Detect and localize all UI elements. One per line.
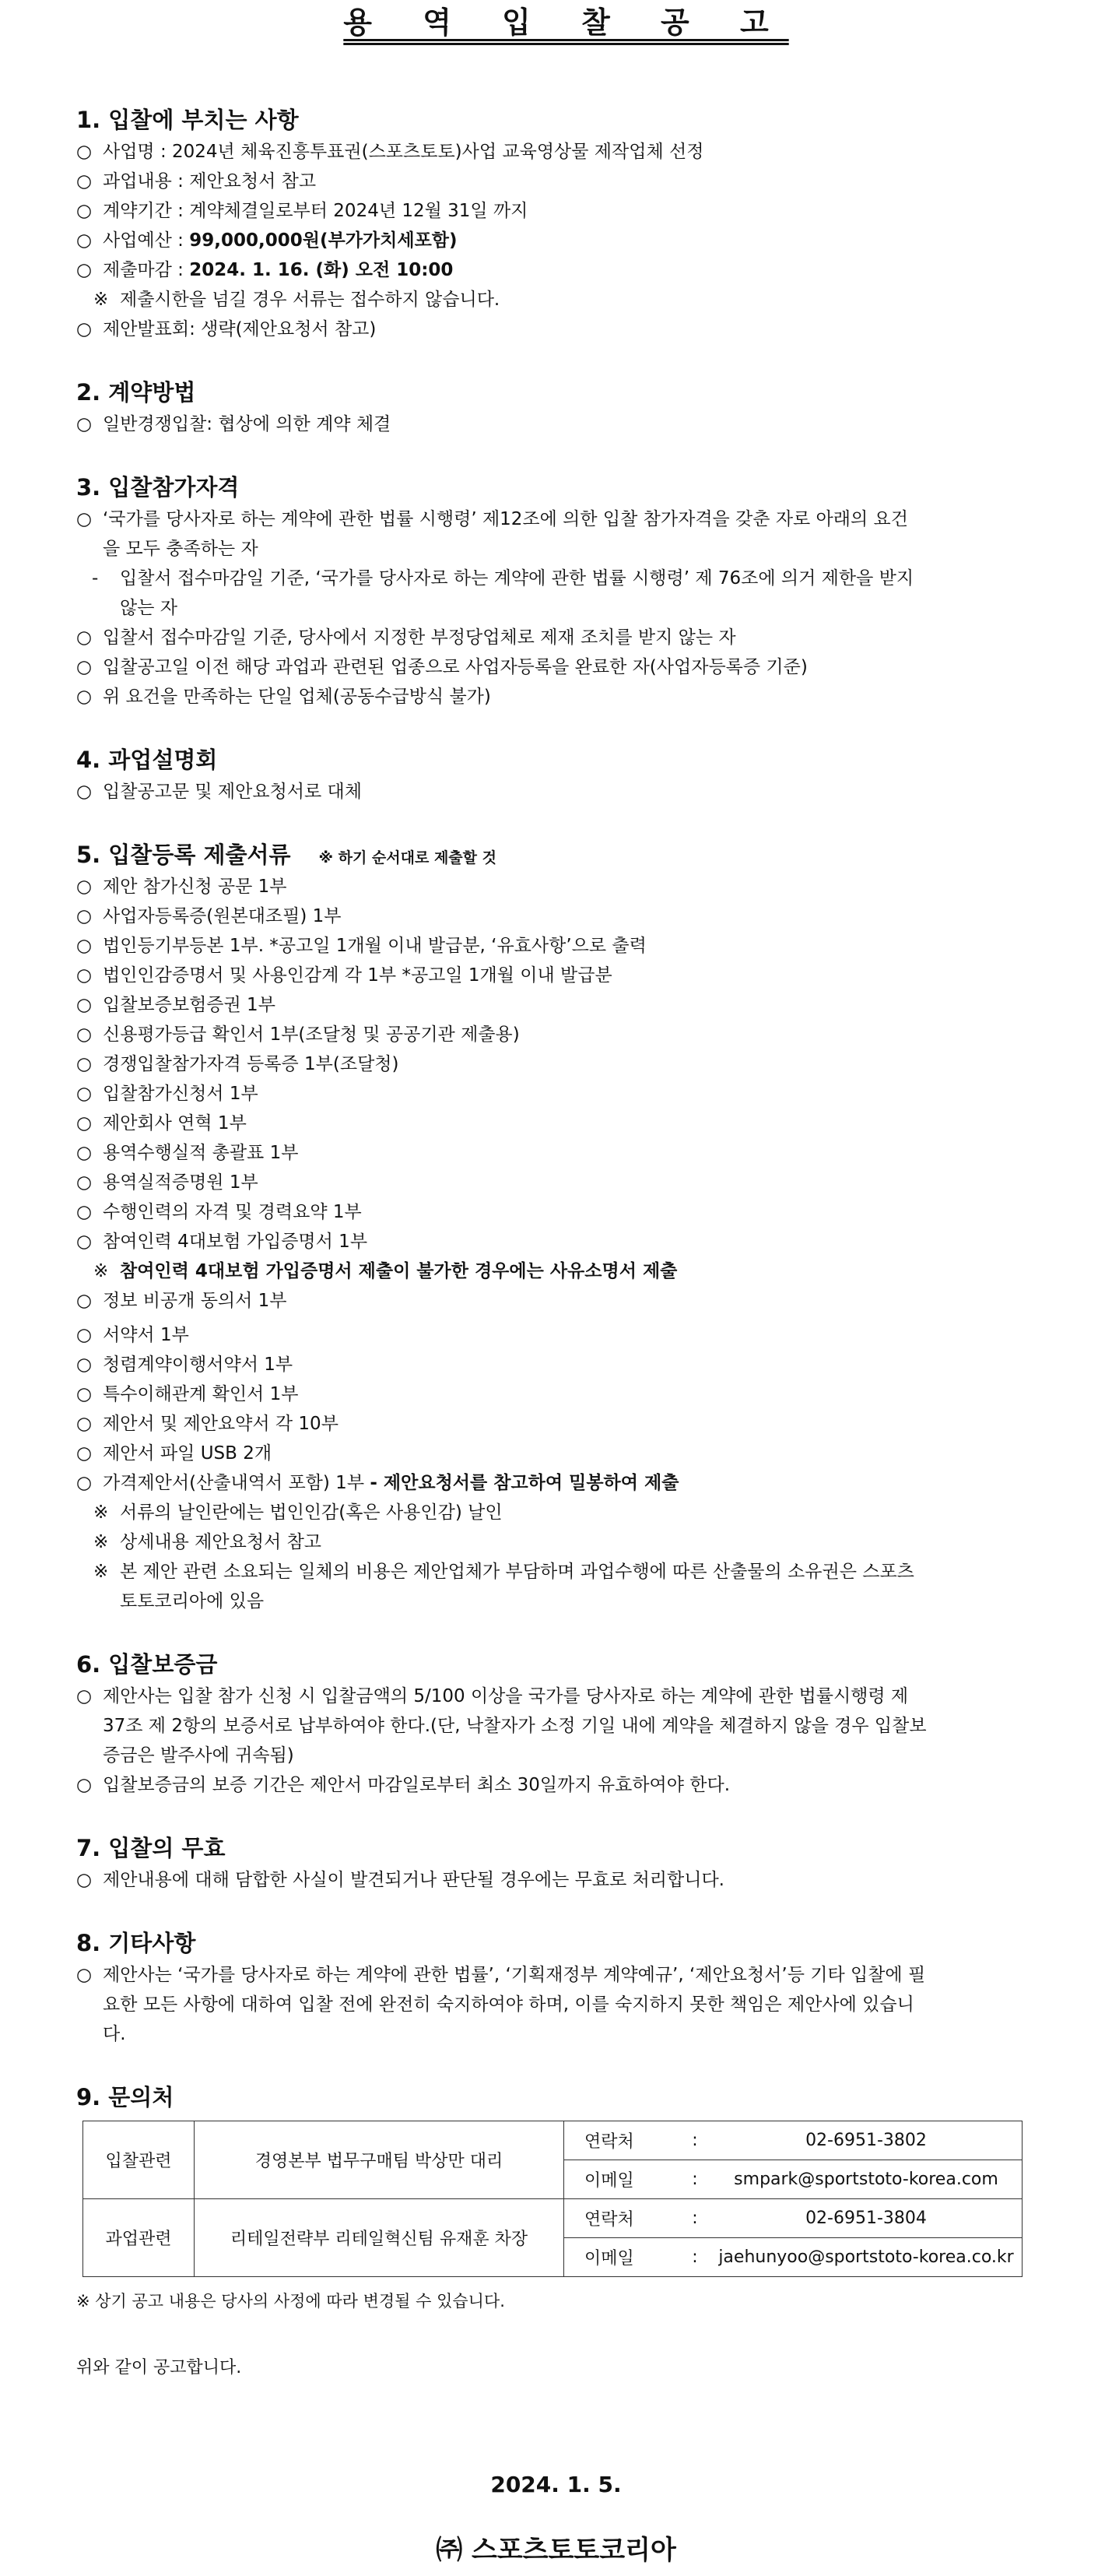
organization-name: ㈜ 스포츠토토코리아 <box>436 2535 676 2566</box>
separator: : <box>679 2160 710 2199</box>
list-item: ○ 입찰보증금의 보증 기간은 제안서 마감일로부터 최소 30일까지 유효하여야 한다. <box>76 1775 731 1795</box>
section-title: 6. 입찰보증금 <box>76 1651 218 1678</box>
document-list-item: ○ 신용평가등급 확인서 1부(조달청 및 공공기관 제출용) <box>76 1024 520 1045</box>
list-item: ○ 제안사는 입찰 참가 신청 시 입찰금액의 5/100 이상을 국가를 당사자로 하는 계약에 관한 법률시행령 제 <box>76 1686 909 1706</box>
list-item: ○ ‘국가를 당사자로 하는 계약에 관한 법률 시행령’ 제12조에 의한 입찰 참가자격을 갖춘 자로 아래의 요건 <box>76 509 908 529</box>
document-list-item: ○ 입찰참가신청서 1부 <box>76 1084 258 1104</box>
section-submission-documents <box>76 838 1041 1616</box>
section-inquiries <box>76 2080 1041 2277</box>
note-item: ※ 서류의 날인란에는 법인인감(혹은 사용인감) 날인 <box>93 1502 503 1523</box>
section-title: 2. 계약방법 <box>76 379 196 406</box>
list-item-price: ○ 가격제안서(산출내역서 포함) 1부 - 제안요청서를 참고하여 밀봉하여 제출 <box>76 1473 679 1493</box>
list-item: ○ 제안사는 ‘국가를 당사자로 하는 계약에 관한 법률’, ‘기획재정부 계약예규’, ‘제안요청서’등 기타 입찰에 필 <box>76 1965 926 1985</box>
section-title: 4. 과업설명회 <box>76 747 218 773</box>
document-list-item: ○ 청렴계약이행서약서 1부 <box>76 1355 293 1375</box>
document-list-item: ○ 사업자등록증(원본대조필) 1부 <box>76 906 342 926</box>
document-body <box>76 103 1041 2380</box>
contact-person: 리테일전략부 리테일혁신팀 유재훈 차장 <box>195 2199 564 2277</box>
table-row <box>83 2199 1023 2238</box>
document-list-item: ○ 용역실적증명원 1부 <box>76 1172 258 1193</box>
list-item-continuation: 37조 제 2항의 보증서로 납부하여야 한다.(단, 낙찰자가 소정 기일 내에 계약을 체결하지 않을 경우 입찰보 <box>103 1716 927 1736</box>
contact-person: 경영본부 법무구매팀 박상만 대리 <box>195 2121 564 2199</box>
document-list <box>76 1320 1041 1468</box>
section-bid-bond <box>76 1647 1041 1800</box>
sub-item: - 입찰서 접수마감일 기준, ‘국가를 당사자로 하는 계약에 관한 법률 시행령’ 제 76조에 의거 제한을 받지 <box>92 568 914 589</box>
document-title: 용 역 입 찰 공 고 <box>343 5 789 40</box>
email-label: 이메일 <box>564 2238 680 2277</box>
list-item: ○ 정보 비공개 동의서 1부 <box>76 1291 287 1311</box>
document-list-item: ○ 수행인력의 자격 및 경력요약 1부 <box>76 1202 362 1222</box>
list-item: ○ 입찰공고문 및 제안요청서로 대체 <box>76 782 362 802</box>
list-item: ○ 위 요건을 만족하는 단일 업체(공동수급방식 불가) <box>76 687 491 707</box>
section-other <box>76 1926 1041 2049</box>
note-item: ※ 상세내용 제안요청서 참고 <box>93 1532 322 1552</box>
list-item-deadline: ○ 제출마감 : 2024. 1. 16. (화) 오전 10:00 <box>76 260 454 280</box>
list-item-continuation: 증금은 발주사에 귀속됨) <box>103 1745 294 1766</box>
phone-label: 연락처 <box>564 2199 680 2238</box>
list-item: ○ 사업명 : 2024년 체육진흥투표권(스포츠토토)사업 교육영상물 제작업체 선정 <box>76 142 704 162</box>
email-label: 이메일 <box>564 2160 680 2199</box>
section-title: 5. 입찰등록 제출서류 ※ 하기 순서대로 제출할 것 <box>76 842 496 868</box>
section-title: 3. 입찰참가자격 <box>76 474 240 501</box>
phone-label: 연락처 <box>564 2121 680 2160</box>
list-item: ○ 입찰서 접수마감일 기준, 당사에서 지정한 부정당업체로 제재 조치를 받지 않는 자 <box>76 627 736 648</box>
list-item-continuation: 요한 모든 사항에 대하여 입찰 전에 완전히 숙지하여야 하며, 이를 숙지하지 못한 책임은 제안사에 있습니 <box>103 1994 914 2015</box>
document-list <box>76 872 1041 1256</box>
phone-number: 02-6951-3804 <box>710 2199 1023 2238</box>
note-item: ※ 참여인력 4대보험 가입증명서 제출이 불가한 경우에는 사유소명서 제출 <box>93 1261 678 1281</box>
document-list-item: ○ 특수이해관계 확인서 1부 <box>76 1384 299 1404</box>
document-list-item: ○ 법인등기부등본 1부. *공고일 1개월 이내 발급분, ‘유효사항’으로 출력 <box>76 936 647 956</box>
contact-category: 입찰관련 <box>83 2121 195 2199</box>
phone-number: 02-6951-3802 <box>710 2121 1023 2160</box>
list-item: ○ 과업내용 : 제안요청서 참고 <box>76 171 317 192</box>
section-title: 7. 입찰의 무효 <box>76 1835 226 1861</box>
separator: : <box>679 2238 710 2277</box>
note-item: ※ 본 제안 관련 소요되는 일체의 비용은 제안업체가 부담하며 과업수행에 따른 산출물의 소유권은 스포츠 <box>93 1562 914 1582</box>
document-list-item: ○ 제안서 및 제안요약서 각 10부 <box>76 1414 339 1434</box>
document-list-item: ○ 제안서 파일 USB 2개 <box>76 1443 272 1464</box>
section-eligibility <box>76 470 1041 712</box>
list-item-continuation: 을 모두 충족하는 자 <box>103 539 258 559</box>
email-address: jaehunyoo@sportstoto-korea.co.kr <box>710 2238 1023 2277</box>
list-item: ○ 일반경쟁입찰: 협상에 의한 계약 체결 <box>76 414 391 434</box>
closing-statement: 위와 같이 공고합니다. <box>76 2358 242 2377</box>
note-item: ※ 제출시한을 넘길 경우 서류는 접수하지 않습니다. <box>93 290 500 310</box>
section-briefing <box>76 743 1041 807</box>
list-item-budget: ○ 사업예산 : 99,000,000원(부가가치세포함) <box>76 230 458 251</box>
section-invalid-bids <box>76 1831 1041 1895</box>
document-list-item: ○ 참여인력 4대보험 가입증명서 1부 <box>76 1232 368 1252</box>
section-contract-method <box>76 375 1041 439</box>
separator: : <box>679 2121 710 2160</box>
contact-category: 과업관련 <box>83 2199 195 2277</box>
contact-table <box>82 2121 1023 2277</box>
note-item-continuation: 토토코리아에 있음 <box>120 1591 265 1611</box>
document-list-item: ○ 법인인감증명서 및 사용인감계 각 1부 *공고일 1개월 이내 발급분 <box>76 965 612 986</box>
section-bid-items <box>76 103 1041 344</box>
document-list-item: ○ 서약서 1부 <box>76 1325 189 1345</box>
email-address: smpark@sportstoto-korea.com <box>710 2160 1023 2199</box>
list-item: ○ 제안내용에 대해 담합한 사실이 발견되거나 판단될 경우에는 무효로 처리합니다. <box>76 1870 724 1890</box>
document-list-item: ○ 입찰보증보험증권 1부 <box>76 995 275 1015</box>
list-item: ○ 입찰공고일 이전 해당 과업과 관련된 업종으로 사업자등록을 완료한 자(사업자등록증 기준) <box>76 657 808 677</box>
table-row <box>83 2121 1023 2160</box>
section-title: 1. 입찰에 부치는 사항 <box>76 107 299 133</box>
document-list-item: ○ 제안회사 연혁 1부 <box>76 1113 247 1133</box>
sub-item-continuation: 않는 자 <box>120 598 177 618</box>
section-title-note: ※ 하기 순서대로 제출할 것 <box>318 849 496 866</box>
list-item: ○ 제안발표회: 생략(제안요청서 참고) <box>76 319 377 339</box>
document-list-item: ○ 용역수행실적 총괄표 1부 <box>76 1143 299 1163</box>
section-title: 8. 기타사항 <box>76 1930 196 1956</box>
list-item-continuation: 다. <box>103 2024 126 2044</box>
announcement-date: 2024. 1. 5. <box>490 2472 622 2497</box>
footnote: ※ 상기 공고 내용은 당사의 사정에 따라 변경될 수 있습니다. <box>76 2292 505 2311</box>
document-list-item: ○ 경쟁입찰참가자격 등록증 1부(조달청) <box>76 1054 399 1074</box>
separator: : <box>679 2199 710 2238</box>
document-list-item: ○ 제안 참가신청 공문 1부 <box>76 877 287 897</box>
list-item: ○ 계약기간 : 계약체결일로부터 2024년 12월 31일 까지 <box>76 201 528 221</box>
section-title: 9. 문의처 <box>76 2084 174 2110</box>
